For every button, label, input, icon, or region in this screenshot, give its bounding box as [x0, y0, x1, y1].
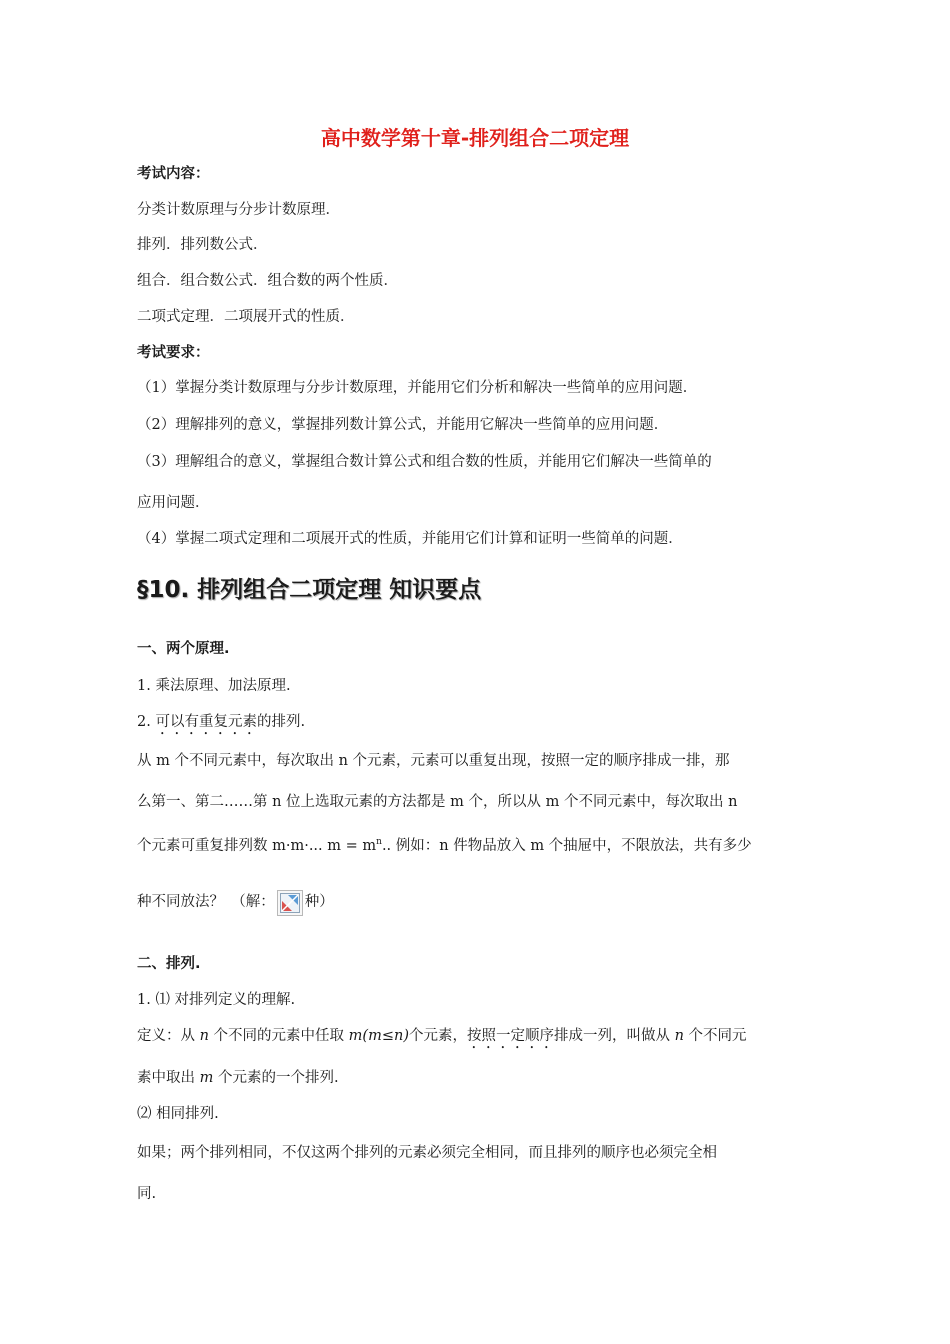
part1-para-line1: 从 m 个不同元素中，每次取出 n 个元素，元素可以重复出现，按照一定的顺序排成一排，那 [137, 753, 730, 769]
part1-item2 [137, 712, 817, 738]
formula-image-icon [277, 890, 303, 916]
def-b: 个不同的元素中任取 [208, 1028, 349, 1044]
def2-b: 个元素的一个排列. [213, 1070, 339, 1086]
part1-item1: 1. 乘法原理、加法原理. [137, 678, 291, 694]
page-title: 高中数学第十章-排列组合二项定理 [320, 126, 630, 150]
requirement-1: （1）掌握分类计数原理与分步计数原理，并能用它们分析和解决一些简单的应用问题． [137, 380, 698, 396]
part1-heading: 一、两个原理. [137, 641, 230, 657]
para-line3-b: .. 例如：n 件物品放入 m 个抽屉中，不限放法，共有多少 [381, 837, 752, 854]
item2-emphasis: 可以有重复元素 [155, 714, 257, 730]
exam-requirements-heading: 考试要求： [137, 345, 210, 361]
permutation-definition-line2 [137, 1068, 817, 1088]
part2-heading: 二、排列. [137, 956, 201, 972]
para-line4-a: 种不同放法？ （解： [137, 894, 275, 910]
requirement-3-line2: 应用问题． [137, 495, 210, 511]
def-a: 定义：从 [137, 1028, 200, 1044]
def-c: 个元素， [408, 1028, 467, 1044]
requirement-3-line1: （3）理解组合的意义，掌握组合数计算公式和组合数的性质，并能用它们解决一些简单的 [137, 454, 712, 470]
part2-item1: 1. ⑴ 对排列定义的理解. [137, 992, 296, 1008]
part1-para-line2: 么第一、第二……第 n 位上选取元素的方法都是 m 个，所以从 m 个不同元素中，每次取出 n [137, 794, 738, 810]
requirement-4: （4）掌握二项式定理和二项展开式的性质，并能用它们计算和证明一些简单的问题． [137, 531, 683, 547]
exam-content-item: 组合．组合数公式．组合数的两个性质． [137, 273, 398, 289]
def-d: 排成一列，叫做从 [553, 1028, 675, 1044]
var-m: m [199, 1070, 214, 1086]
item2-suffix: 的排列. [256, 714, 306, 730]
part1-para-line3 [137, 832, 817, 856]
def2-a: 素中取出 [137, 1070, 200, 1086]
item2-prefix: 2. [137, 714, 156, 730]
requirement-2: （2）理解排列的意义，掌握排列数计算公式，并能用它解决一些简单的应用问题． [137, 417, 669, 433]
exam-content-item: 二项式定理．二项展开式的性质． [137, 309, 355, 325]
def-emphasis: 按照一定顺序 [466, 1028, 554, 1044]
var-n: n [674, 1028, 684, 1044]
permutation-definition-line1 [137, 1026, 817, 1052]
part2-item2: ⑵ 相同排列. [137, 1106, 219, 1122]
exam-content-heading: 考试内容： [137, 166, 210, 182]
same-permutation-line1: 如果；两个排列相同，不仅这两个排列的元素必须完全相同，而且排列的顺序也必须完全相 [137, 1145, 717, 1161]
part1-para-line4 [137, 890, 817, 916]
section-heading: §10. 排列组合二项定理 知识要点 [137, 577, 482, 603]
power-superscript: n [376, 837, 382, 847]
para-line4-b: 种） [304, 894, 334, 910]
var-m-condition: m(m≤n) [348, 1028, 409, 1044]
exam-content-item: 排列．排列数公式． [137, 237, 268, 253]
para-line3-a: 个元素可重复排列数 m·m·... m = m [137, 837, 377, 854]
def-e: 个不同元 [683, 1028, 747, 1044]
same-permutation-line2: 同. [137, 1186, 157, 1202]
exam-content-item: 分类计数原理与分步计数原理． [137, 202, 340, 218]
var-n: n [199, 1028, 209, 1044]
